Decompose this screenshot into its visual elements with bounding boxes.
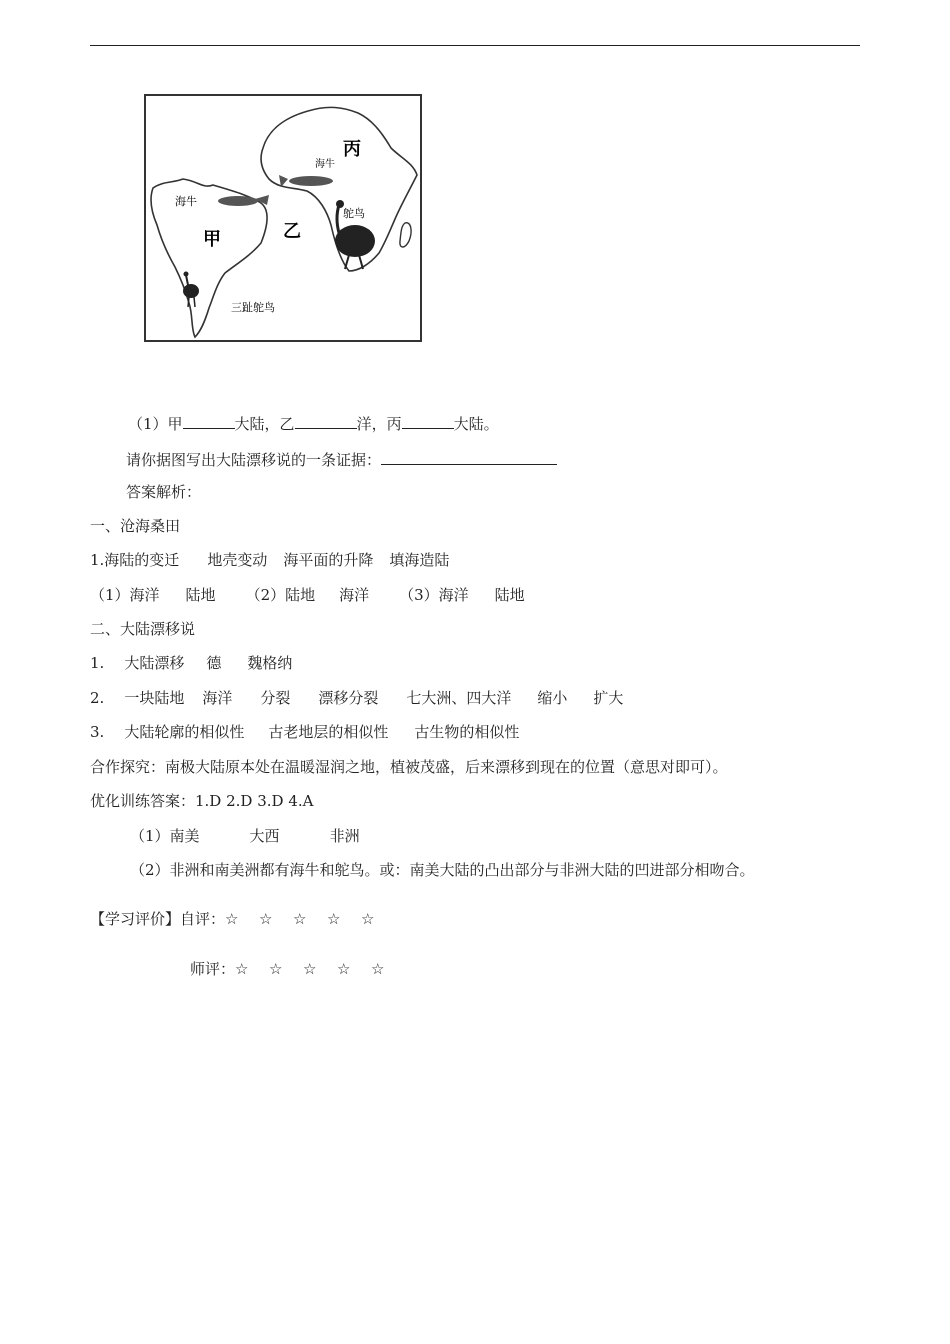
section-1-line-2: （1）海洋 陆地 （2）陆地 海洋 （3）海洋 陆地 [90,586,525,604]
section-1-title: 一、沧海桑田 [90,517,181,535]
map-figure [143,93,423,343]
star-icon: ☆ [225,910,239,928]
star-icon: ☆ [293,910,307,928]
question-2: 请你据图写出大陆漂移说的一条证据： [126,448,557,470]
answers-heading: 答案解析： [126,483,202,501]
label-rhea-sa: 三趾鸵鸟 [231,301,275,314]
label-jia: 甲 [203,229,221,250]
section-1-line-1: 1.海陆的变迁 地壳变动 海平面的升降 填海造陆 [90,551,450,569]
star-icon: ☆ [327,910,341,928]
section-2-line-1: 1. 大陆漂移 德 魏格纳 [90,654,293,672]
section-2-line-3: 3. 大陆轮廓的相似性 古老地层的相似性 古生物的相似性 [90,723,520,741]
label-manatee-sa: 海牛 [175,195,197,208]
section-2-title: 二、大陆漂移说 [90,620,196,638]
label-yi: 乙 [283,221,301,242]
optimization-answers: 优化训练答案：1.D 2.D 3.D 4.A [90,792,314,810]
star-icon: ☆ [269,960,283,978]
star-icon: ☆ [337,960,351,978]
star-icon: ☆ [303,960,317,978]
teacher-evaluation: 师评：☆ ☆ ☆ ☆ ☆ [190,959,405,979]
section-2-line-2: 2. 一块陆地 海洋 分裂 漂移分裂 七大洲、四大洋 缩小 扩大 [90,689,624,707]
label-manatee-af: 海牛 [315,159,335,170]
question-1: （1）甲 大陆，乙 洋，丙 大陆。 [128,412,499,434]
self-evaluation: 【学习评价】自评：☆ ☆ ☆ ☆ ☆ [90,909,395,929]
label-ostrich-af: 鸵鸟 [343,207,365,220]
label-bing: 丙 [343,139,361,160]
optimization-answer-1: （1）南美 大西 非洲 [130,827,360,845]
star-icon: ☆ [235,960,249,978]
header-rule [90,45,860,46]
star-icon: ☆ [361,910,375,928]
cooperation-inquiry: 合作探究：南极大陆原本处在温暖湿润之地，植被茂盛，后来漂移到现在的位置（意思对即可）。 [90,758,728,776]
star-icon: ☆ [259,910,273,928]
star-icon: ☆ [371,960,385,978]
optimization-answer-2: （2）非洲和南美洲都有海牛和鸵鸟。或：南美大陆的凸出部分与非洲大陆的凹进部分相吻合。 [130,861,755,879]
